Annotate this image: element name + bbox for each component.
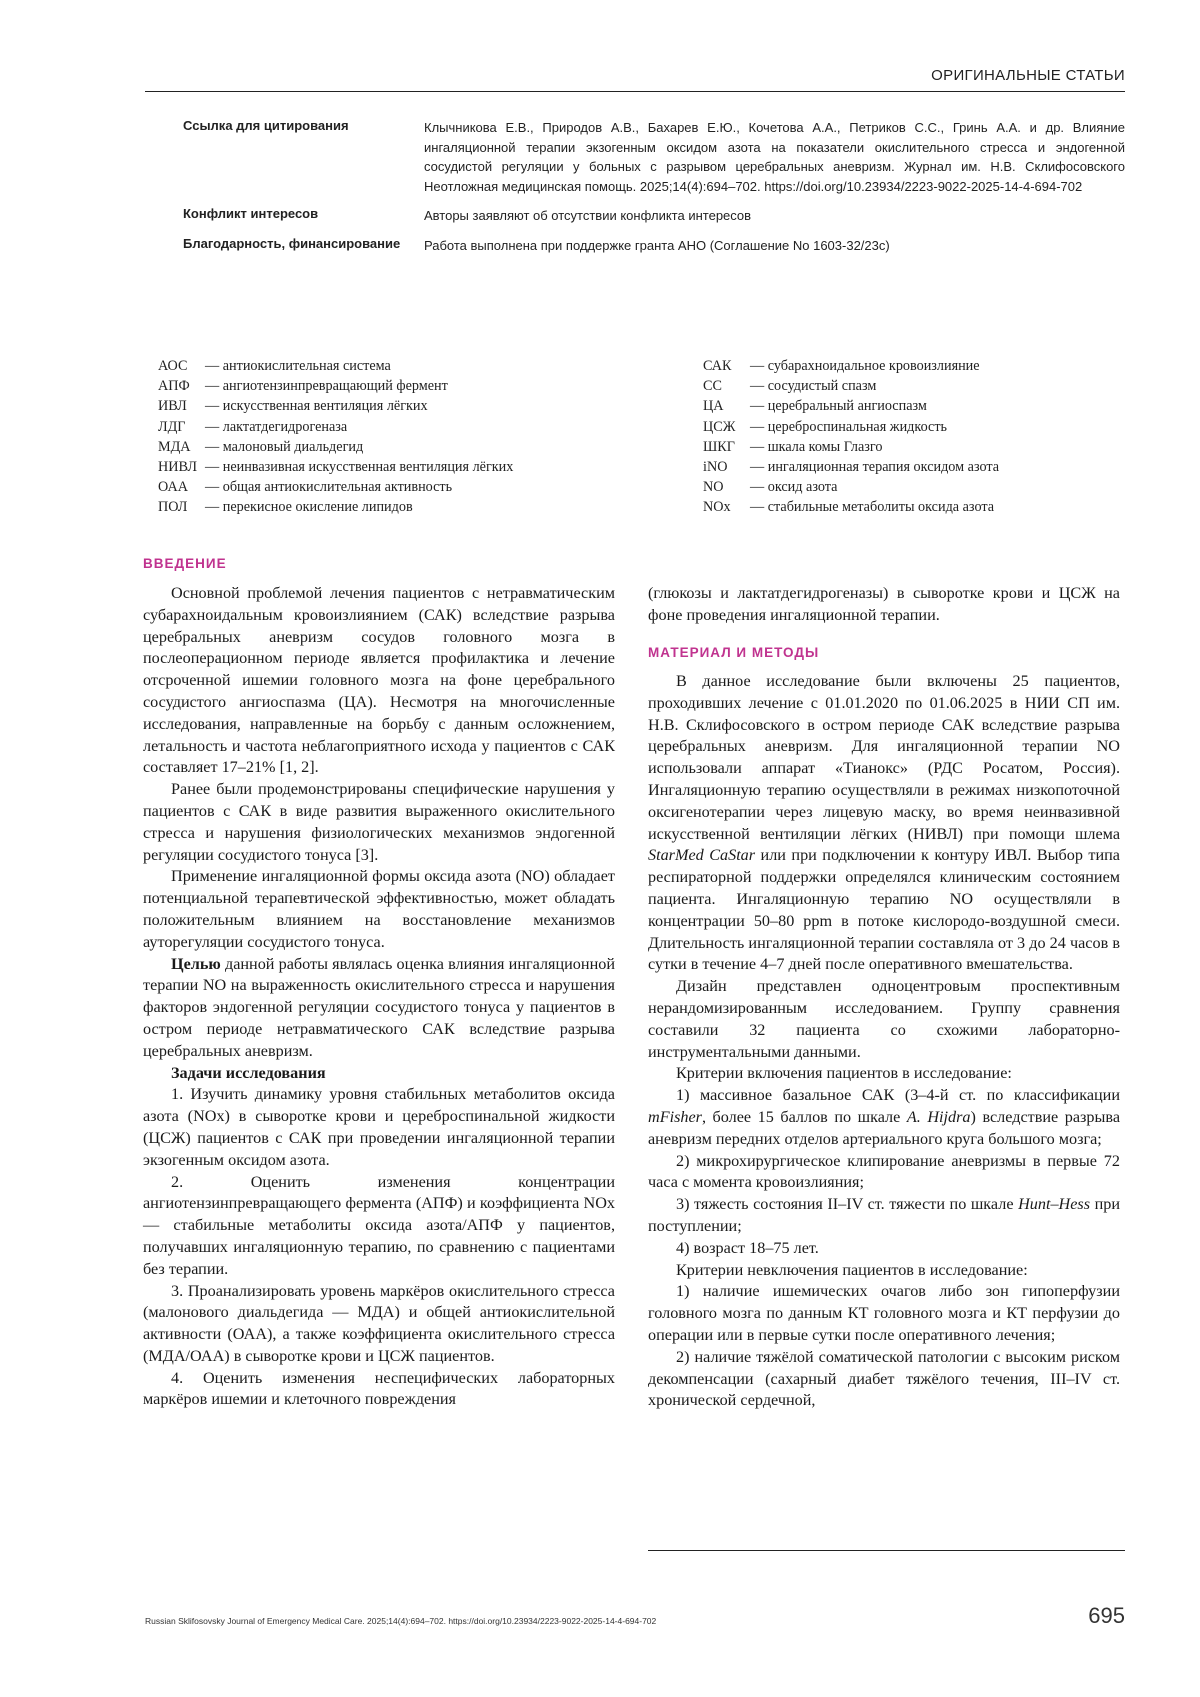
abbreviations-right [703,356,1133,518]
abbreviation-code: ПОЛ [158,499,188,516]
task-item: 2. Оценить изменения концентрации ангиотензинпревращающего фермента (АПФ) и коэффициента NOx — стабильные метаболиты оксида азота/АПФ у пациентов, получавших ингаляционную терапию, по сравнению с пациентами без терапии. [143,1172,615,1278]
abbreviation-code: ЦСЖ [703,418,736,435]
tasks-heading: Задачи исследования [171,1063,326,1082]
abbreviation-code: САК [703,358,732,374]
abbreviation-definition: — стабильные метаболиты оксида азота [750,499,995,516]
exclusion-item: 2) наличие тяжёлой соматической патологии с высоким риском декомпенсации (сахарный диабет тяжёлого течения, III–IV ст. хронической сердечной, [648,1347,1120,1410]
inclusion-item [648,1085,1120,1150]
abbreviation-row [158,396,678,416]
abbreviation-definition: — субарахноидальное кровоизлияние [750,358,980,374]
abbreviation-code: ЛДГ [158,418,186,435]
abbreviation-code: ЦА [703,398,724,415]
abbreviation-row [158,477,678,497]
abbreviation-code: ИВЛ [158,398,187,415]
task-item: 3. Проанализировать уровень маркёров окислительного стресса (малонового диальдегида — МДА) и общей антиокислительной активности (ОАА), а также коэффициента окислительного стресса (МДА/ОАА) в сыворотке крови и ЦСЖ пациентов. [143,1281,615,1365]
inclusion-text: при поступлении; [648,1195,1120,1235]
abbreviation-row [158,356,678,376]
abbreviation-code: NOx [703,499,731,516]
abbreviation-definition: — лактатдегидрогеназа [205,418,348,435]
methods-paragraph: Дизайн представлен одноцентровым проспективным нерандомизированным исследованием. Группу сравнения составили 32 пациента со схожими лабораторно-инструментальными данными. [648,977,1120,1061]
methods-heading: МАТЕРИАЛ И МЕТОДЫ [648,645,820,660]
funding-label: Благодарность, финансирование [183,235,401,251]
abbreviation-definition: — оксид азота [750,479,838,496]
conflict-row [183,206,1125,226]
citation-row [183,118,1125,196]
inclusion-text: , более 15 баллов по шкале [701,1107,907,1126]
intro-paragraph: Применение ингаляционной формы оксида азота (NO) обладает потенциальной терапевтической эффективностью, может обладать положительным влиянием на восстановление механизмов ауторегуляции сосудистого тонуса. [143,867,615,951]
aim-paragraph [143,954,615,1063]
intro-paragraph: Основной проблемой лечения пациентов с нетравматическим субарахноидальным кровоизлиянием (САК) вследствие разрыва церебральных аневризм сосудов головного мозга в послеоперационном периоде является профилактика и лечение отсроченной ишемии головного мозга на фоне церебрального сосудистого ангиоспазма (ЦА). Несмотря на многочисленные исследования, направленные на борьбу с данным осложнением, летальность и частота неблагоприятного исхода у пациентов с САК составляет 17–21% [1, 2]. [143,584,615,777]
exclusion-heading: Критерии невключения пациентов в исследование: [676,1260,1028,1279]
abbreviation-definition: — перекисное окисление липидов [205,499,413,516]
task-item: 4. Оценить изменения неспецифических лабораторных маркёров ишемии и клеточного повреждения [143,1368,615,1409]
abbreviation-row [703,396,1133,416]
abbreviation-row [703,437,1133,457]
task-continuation: (глюкозы и лактатдегидрогеназы) в сыворотке крови и ЦСЖ на фоне проведения ингаляционной терапии. [648,584,1120,624]
inclusion-heading: Критерии включения пациентов в исследование: [676,1064,1012,1083]
abbreviation-code: АОС [158,358,188,374]
abbreviation-definition: — общая антиокислительная активность [205,479,453,496]
methods-text: или при подключении к контуру ИВЛ. Выбор типа респираторной поддержки определялся клиническим состоянием пациента. Ингаляционную терапию NO осуществляли в концентрации 50–80 ppm в потоке кислородо-воздушной смеси. Длительность ингаляционной терапии составляла от 3 до 24 часов в сутки в течение 4–7 дней после оперативного вмешательства. [648,846,1120,974]
abbreviation-row [703,356,1133,376]
abbreviation-code: АПФ [158,378,190,395]
abbreviation-code: ШКГ [703,438,735,455]
citation-label: Ссылка для цитирования [183,118,349,133]
abbreviation-code: СС [703,378,722,395]
abbreviation-code: NO [703,479,724,496]
exclusion-item: 1) наличие ишемических очагов либо зон гипоперфузии головного мозга по данным КТ головного мозга и КТ перфузии до операции или в первые сутки после оперативного лечения; [648,1282,1120,1344]
abbreviation-definition: — искусственная вентиляция лёгких [205,398,428,415]
methods-paragraph [648,671,1120,976]
abbreviation-definition: — малоновый диальдегид [205,438,364,455]
aim-label: Целью [171,954,221,973]
abbreviation-definition: — церебральный ангиоспазм [750,398,927,415]
abbreviation-definition: — неинвазивная искусственная вентиляция лёгких [205,458,514,475]
inclusion-item: 2) микрохирургическое клипирование аневризмы в первые 72 часа с момента кровоизлияния; [648,1151,1120,1192]
inclusion-item [648,1194,1120,1238]
conflict-label: Конфликт интересов [183,206,319,221]
abbreviation-row [158,457,678,477]
header-rule [145,91,1125,92]
footnote-rule [648,1550,1125,1551]
funding-text: Работа выполнена при поддержке гранта АНО (Соглашение No 1603-32/23с) [424,237,890,253]
device-name: StarMed CaStar [648,846,756,865]
inclusion-text: ) вследствие разрыва аневризм передних отделов артериального круга большого мозга; [648,1107,1121,1148]
abbreviation-definition: — цереброспинальная жидкость [750,418,947,435]
methods-text: В данное исследование были включены 25 пациентов, проходивших лечение с 01.01.2020 по 01.06.2025 в НИИ СП им. Н.В. Склифосовского в остром периоде САК вследствие разрыва церебральных аневризм. Для ингаляционной терапии NO использовали аппарат «Тианокс» (РДС Росатом, Россия). Ингаляционную терапию осуществляли в режимах низкопоточной оксигенотерапии через лицевую маску, во время неинвазивной искусственной вентиляции лёгких (НИВЛ) при помощи шлема [648,672,1120,843]
abbreviation-row [158,497,678,517]
abbreviation-row [158,437,678,457]
abbreviation-code: ОАА [158,479,189,496]
methods-column [648,671,1120,1412]
abbreviation-definition: — сосудистый спазм [750,378,877,395]
conflict-text: Авторы заявляют об отсутствии конфликта интересов [424,208,752,223]
funding-row [183,236,1125,256]
citation-meta [183,118,1125,265]
abbreviation-row [158,417,678,437]
citation-text: Клычникова Е.В., Природов А.В., Бахарев Е.Ю., Кочетова А.А., Петриков С.С., Гринь А.А. и др. Влияние ингаляционной терапии экзогенным оксидом азота на показатели окислительного стресса и эндогенной сосудистой регуляции у больных с разрывом церебральных аневризм. Журнал им. Н.В. Склифосовского Неотложная медицинская помощь. 2025;14(4):694–702. https://doi.org/10.23934/2223-9022-2025-14-4-694-702 [424,120,1125,194]
task-item: 1. Изучить динамику уровня стабильных метаболитов оксида азота (NOx) в сыворотке крови и цереброспинальной жидкости (ЦСЖ) пациентов с САК при проведении ингаляционной терапии экзогенным оксидом азота. [143,1085,615,1169]
aim-text: данной работы являлась оценка влияния ингаляционной терапии NO на выраженность окислительного стресса и нарушения факторов эндогенной регуляции сосудистого тонуса у пациентов в остром периоде нетравматического САК вследствие разрыва церебральных аневризм. [143,954,615,1060]
abbreviation-definition: — шкала комы Глазго [750,438,883,455]
abbreviations-left [158,356,678,518]
abbreviation-row [703,457,1133,477]
abbreviation-row [703,417,1133,437]
scale-name: A. Hijdra [906,1107,971,1126]
scale-name: mFisher [648,1107,702,1126]
running-head: ОРИГИНАЛЬНЫЕ СТАТЬИ [931,67,1125,84]
abbreviation-code: iNO [703,458,728,475]
abbreviation-code: НИВЛ [158,458,198,475]
abbreviation-row [158,376,678,396]
abbreviation-row [703,497,1133,517]
abbreviation-row [703,477,1133,497]
abbreviation-definition: — ангиотензинпревращающий фермент [205,378,448,395]
abbreviation-row [703,376,1133,396]
inclusion-text: 3) тяжесть состояния II–IV ст. тяжести по шкале [676,1195,1019,1214]
left-column [143,583,615,1411]
right-column [648,583,1120,627]
abbreviation-definition: — ингаляционная терапия оксидом азота [750,458,1000,475]
intro-heading: ВВЕДЕНИЕ [143,556,227,571]
page-number: 695 [1088,1603,1125,1628]
intro-paragraph: Ранее были продемонстрированы специфические нарушения у пациентов с САК в виде развития выраженного окислительного стресса и нарушения физиологических механизмов эндогенной регуляции сосудистого тонуса [3]. [143,780,615,864]
inclusion-item: 4) возраст 18–75 лет. [676,1238,819,1257]
abbreviation-code: МДА [158,438,191,455]
journal-footer: Russian Sklifosovsky Journal of Emergency Medical Care. 2025;14(4):694–702. https://doi.org/10.23934/2223-9022-2025-14-4-694-702 [145,1616,657,1626]
abbreviation-definition: — антиокислительная система [205,358,391,374]
scale-name: Hunt–Hess [1018,1195,1091,1214]
inclusion-text: 1) массивное базальное САК (3–4-й ст. по классификации [676,1086,1120,1105]
